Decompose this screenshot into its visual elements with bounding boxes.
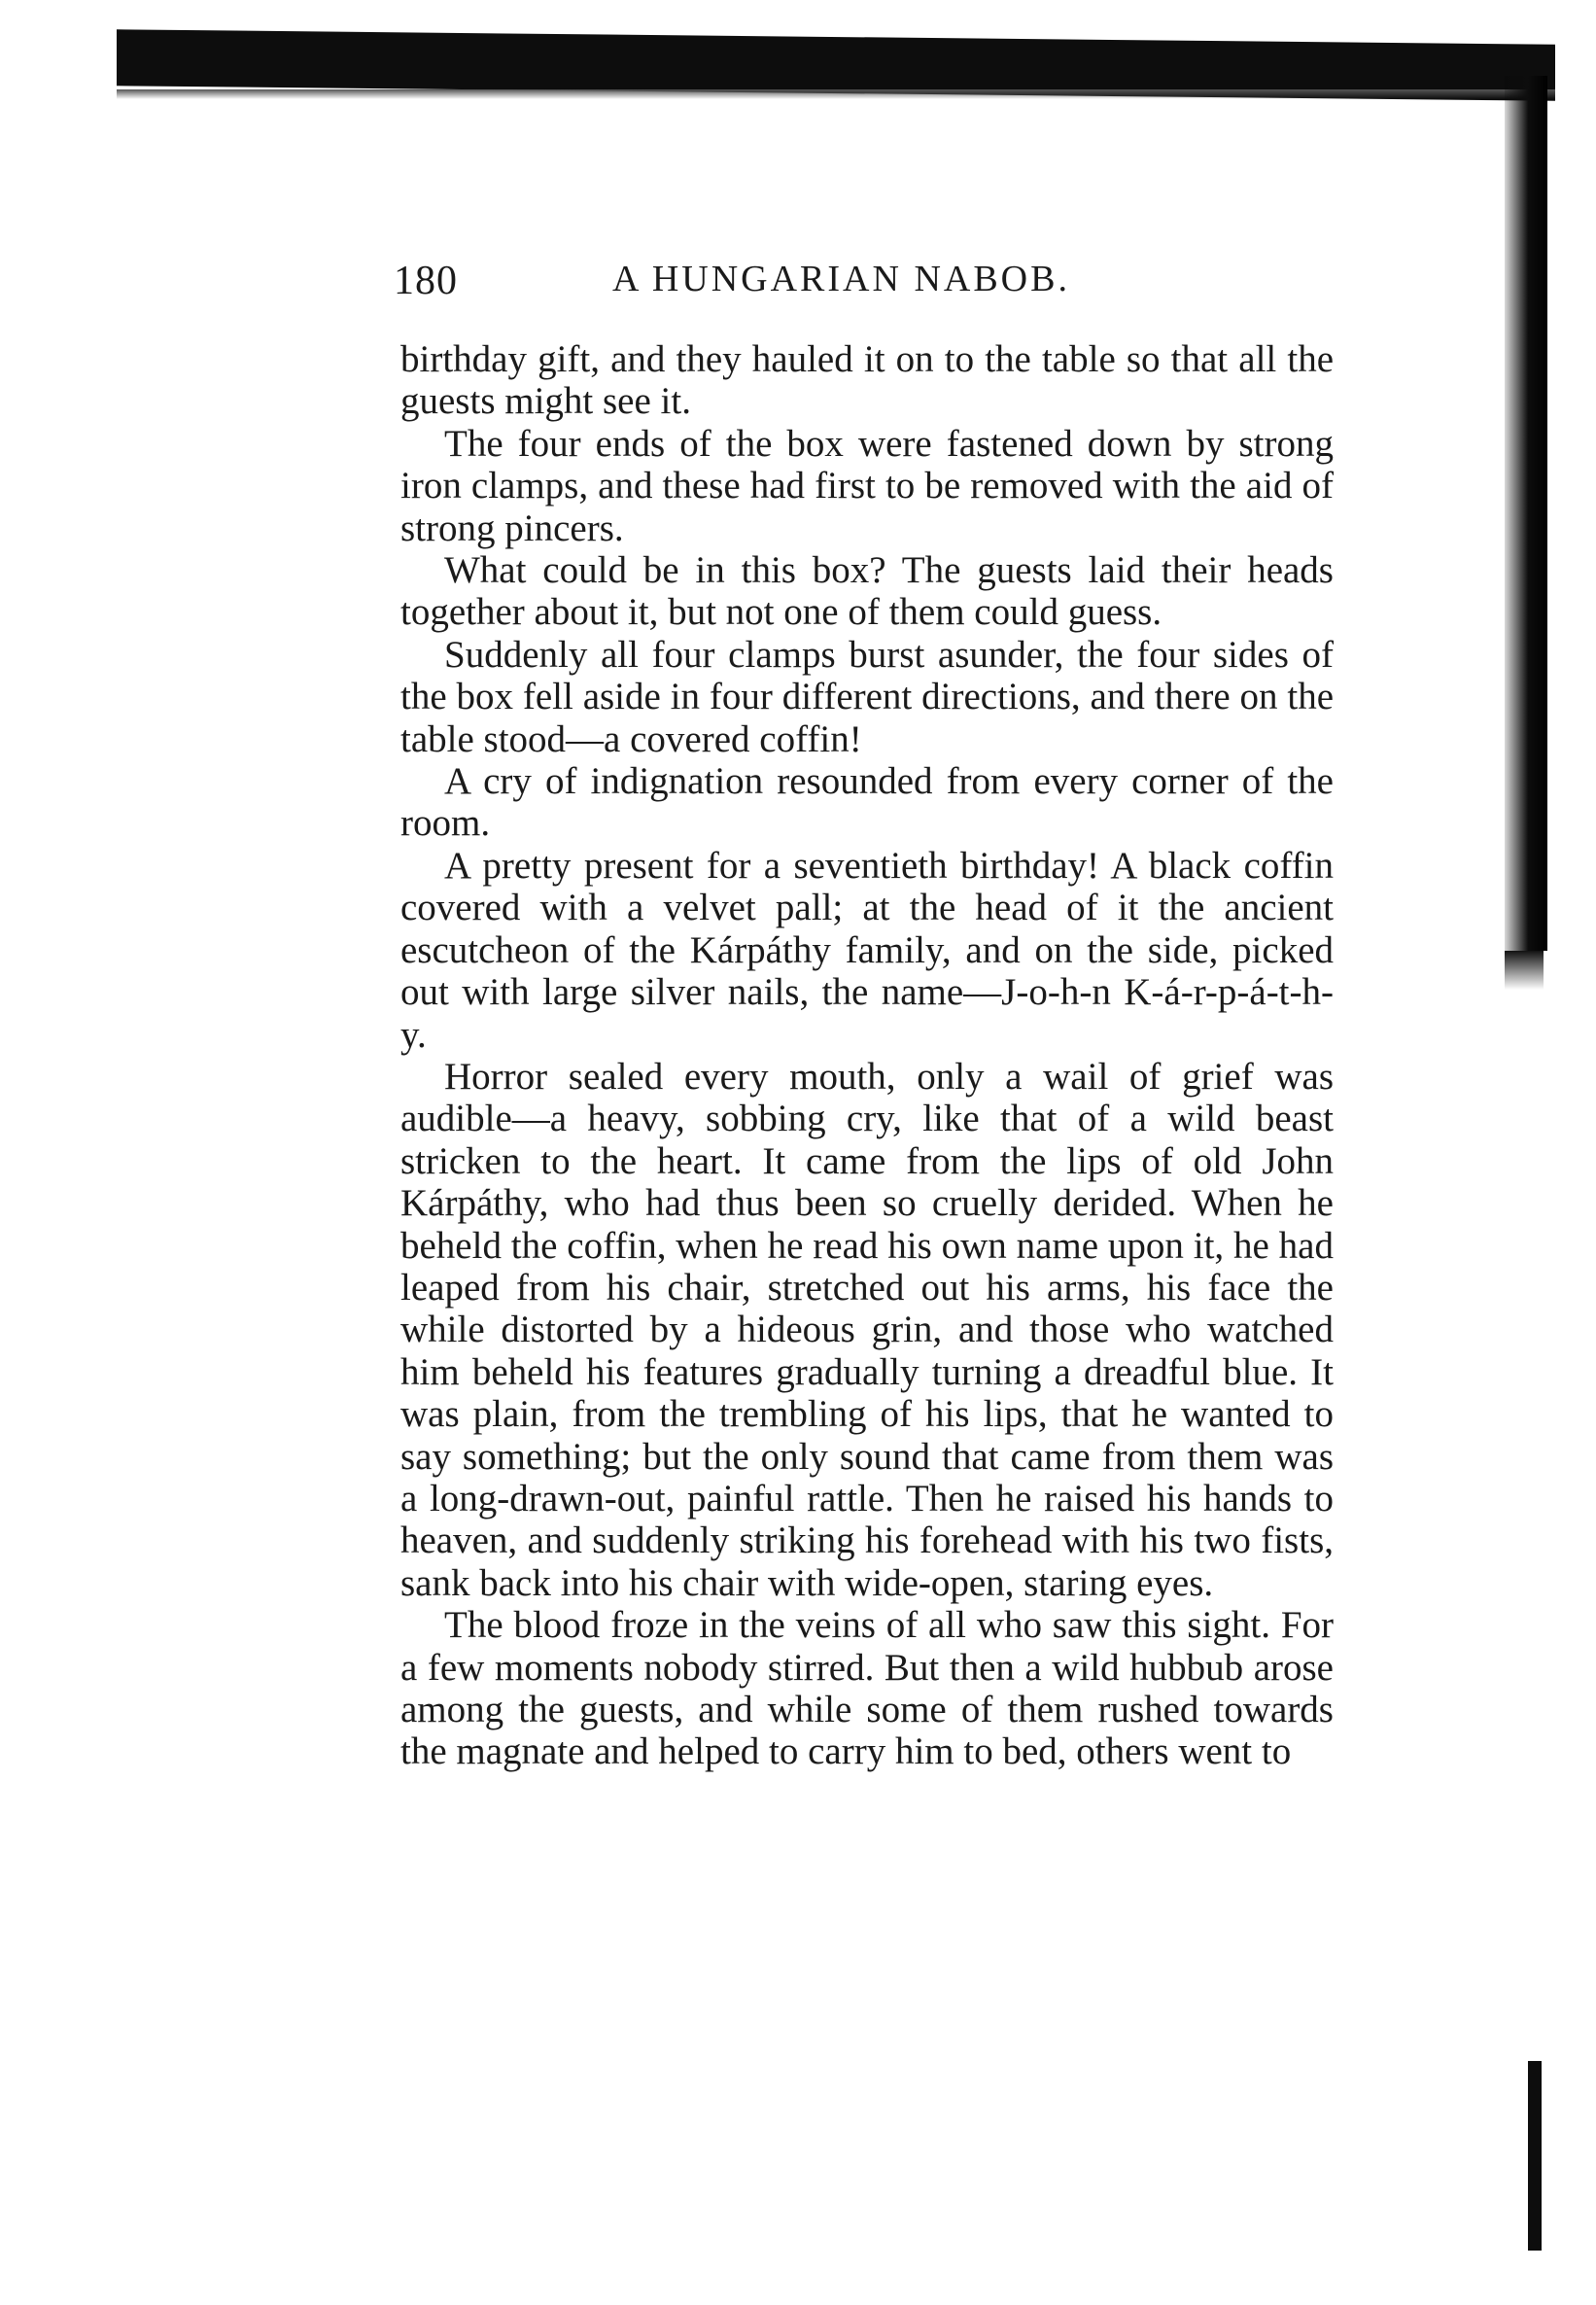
running-title: A HUNGARIAN NABOB. [612, 259, 1070, 299]
scan-border-bottom-right [1528, 2061, 1542, 2251]
paragraph: A pretty present for a seventieth birthday! A black coffin covered with a velvet pall; at the head of it the ancient escutcheon of the Kárpáthy family, and on the side, picked out with large silver nails, the name—J-o-h-n K-á-r-p-á-t-h-y. [400, 844, 1334, 1056]
paragraph: A cry of indignation resounded from every corner of the room. [400, 760, 1334, 845]
body-text [400, 338, 1334, 1773]
paragraph: The blood froze in the veins of all who saw this sight. For a few moments nobody stirred. But then a wild hubbub arose among the guests, and while some of them rushed towards the magnate and helped to carry him to bed, others went to [400, 1604, 1334, 1773]
scan-border-right-taper [1505, 951, 1544, 990]
running-head [394, 258, 1366, 316]
paragraph: Horror sealed every mouth, only a wail of grief was audible—a heavy, sobbing cry, like that of a wild beast stricken to the heart. It came from the lips of old John Kárpáthy, who had thus been so cruelly derided. When he beheld the coffin, when he read his own name upon it, he had leaped from his chair, stretched out his arms, his face the while distorted by a hideous grin, and those who watched him beheld his features gradually turning a dreadful blue. It was plain, from the trembling of his lips, that he wanted to say something; but the only sound that came from them was a long-drawn-out, painful rattle. Then he raised his hands to heaven, and suddenly striking his forehead with his two fists, sank back into his chair with wide-open, staring eyes. [400, 1055, 1334, 1604]
paragraph: The four ends of the box were fastened down by strong iron clamps, and these had first to be removed with the aid of strong pincers. [400, 422, 1334, 549]
paragraph: birthday gift, and they hauled it on to the table so that all the guests might see it. [400, 338, 1334, 423]
scan-border-top-shadow [117, 89, 1555, 99]
paragraph: What could be in this box? The guests laid their heads together about it, but not one of them could guess. [400, 549, 1334, 634]
page-number: 180 [394, 259, 458, 303]
paragraph: Suddenly all four clamps burst asunder, the four sides of the box fell aside in four different directions, and there on the table stood—a covered coffin! [400, 633, 1334, 760]
scan-border-right [1505, 76, 1547, 951]
